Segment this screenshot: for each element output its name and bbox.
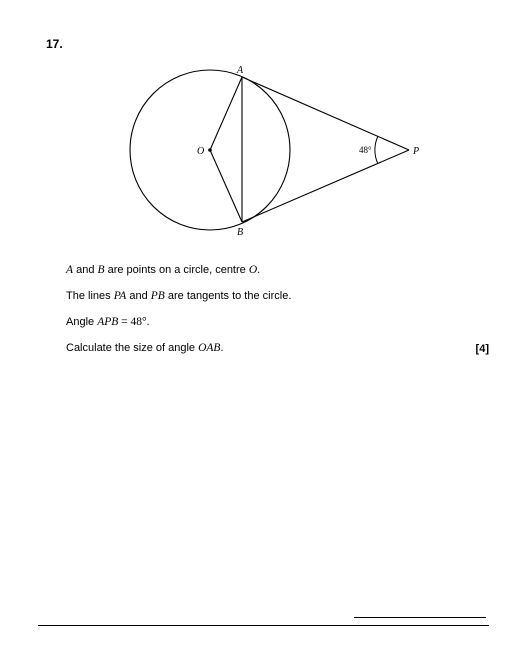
statement-angle: Angle APB = 48°. — [66, 316, 150, 328]
statement-tangents: The lines PA and PB are tangents to the circle. — [66, 290, 292, 302]
angle-arc-APB — [375, 136, 378, 164]
footer-rule — [38, 625, 489, 626]
tangent-PA — [242, 77, 409, 150]
label-O: O — [197, 146, 205, 157]
label-B: B — [237, 227, 244, 238]
question-number: 17. — [46, 37, 63, 51]
label-A: A — [237, 65, 244, 76]
circle-tangent-diagram — [0, 0, 527, 260]
centre-point — [208, 148, 212, 152]
marks-label: [4] — [475, 343, 489, 355]
angle-label: 48° — [359, 145, 372, 155]
answer-line[interactable] — [354, 617, 486, 618]
label-P: P — [413, 146, 420, 157]
statement-points-on-circle: A and B are points on a circle, centre O. — [66, 264, 261, 276]
tangent-PB — [242, 150, 409, 222]
radius-OB — [210, 150, 242, 222]
radius-OA — [210, 77, 242, 150]
question-instruction: Calculate the size of angle OAB. — [66, 342, 224, 354]
